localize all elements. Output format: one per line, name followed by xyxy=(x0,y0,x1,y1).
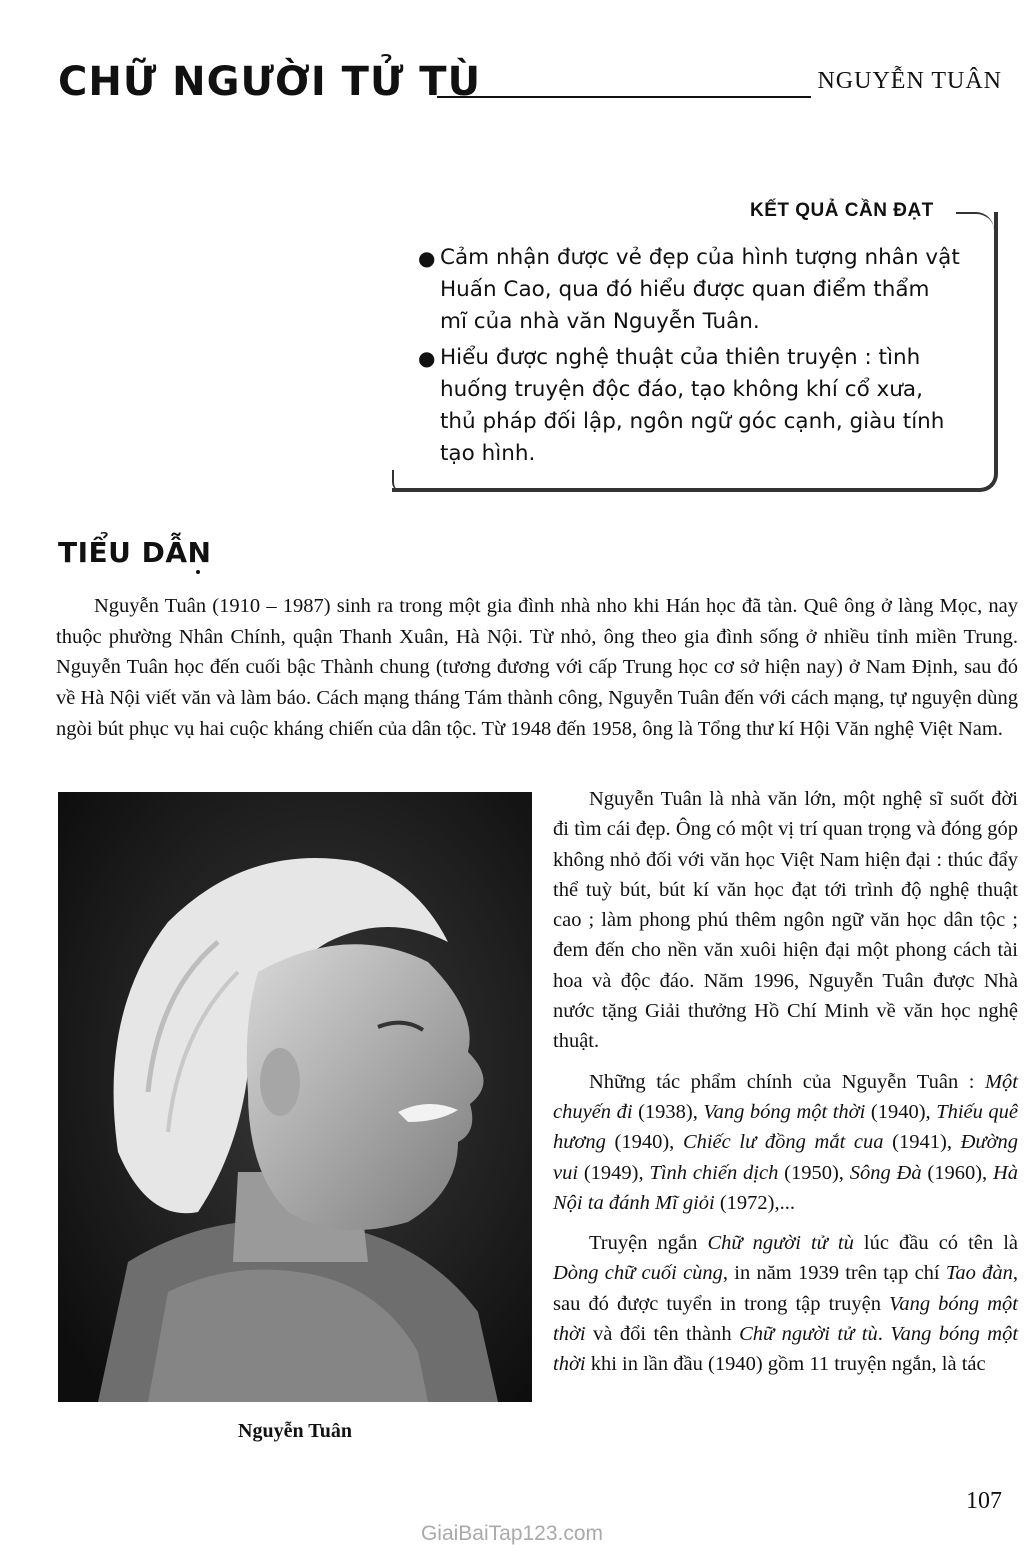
title-rule xyxy=(437,96,811,98)
work-year: (1949), xyxy=(578,1161,650,1184)
work-title: Hà Nội ta đánh Mĩ giỏi xyxy=(553,1161,1019,1214)
works-paragraph xyxy=(553,1067,1018,1218)
work-title: Vang bóng một thời xyxy=(703,1100,866,1123)
work-title: Sông Đà xyxy=(849,1161,922,1184)
watermark: GiaiBaiTap123.com xyxy=(420,1522,604,1545)
work-year: (1940), xyxy=(605,1131,683,1154)
work-year: (1938), xyxy=(632,1100,704,1123)
works-intro: Những tác phẩm chính của Nguyễn Tuân : xyxy=(589,1070,975,1093)
objectives-list xyxy=(416,242,961,474)
intro-paragraph: Nguyễn Tuân (1910 – 1987) sinh ra trong một gia đình nhà nho khi Hán học đã tàn. Quê ông ở làng Mọc, nay thuộc phường Nhân Chính, quận Thanh Xuân, Hà Nội. Từ nhỏ, ông theo gia đình sống ở nhiều tỉnh miền Trung. Nguyễn Tuân học đến cuối bậc Thành chung (tương đương với cấp Trung học cơ sở hiện nay) ở Nam Định, sau đó về Hà Nội viết văn và làm báo. Cách mạng tháng Tám thành công, Nguyễn Tuân đến với cách mạng, tự nguyện dùng ngòi bút phục vụ hai cuộc kháng chiến của dân tộc. Từ 1948 đến 1958, ông là Tổng thư kí Hội Văn nghệ Việt Nam. xyxy=(56,595,1018,740)
text-run: , in năm 1939 trên tạp chí xyxy=(722,1262,946,1285)
italic-title: Vang bóng một thời xyxy=(553,1323,1019,1376)
objective-item xyxy=(416,242,961,338)
right-column xyxy=(553,784,1018,1390)
italic-title: Chữ người tử tù xyxy=(739,1323,878,1346)
work-year: (1972),... xyxy=(714,1191,796,1214)
work-year: (1950), xyxy=(778,1161,850,1184)
objectives-heading: KẾT QUẢ CẦN ĐẠT xyxy=(750,200,934,221)
text-run: , sau đó được tuyển in trong tập truyện xyxy=(553,1262,1018,1315)
bullet-icon: ● xyxy=(418,246,436,270)
objective-item xyxy=(416,342,961,470)
dot-mark xyxy=(196,570,200,574)
work-year: (1940), xyxy=(865,1100,937,1123)
work-year: (1941), xyxy=(883,1131,961,1154)
text-run: . xyxy=(877,1323,891,1346)
text-run: khi in lần đầu (1940) gồm 11 truyện ngắn, là tác xyxy=(585,1353,986,1376)
author-name: NGUYỄN TUÂN xyxy=(817,68,1002,94)
text-run: lúc đầu có tên là xyxy=(853,1232,1018,1255)
italic-title: Chữ người tử tù xyxy=(707,1232,854,1255)
page-number: 107 xyxy=(966,1488,1002,1514)
objective-text: Cảm nhận được vẻ đẹp của hình tượng nhân vật Huấn Cao, qua đó hiểu được quan điểm thẩm mĩ của nhà văn Nguyễn Tuân. xyxy=(440,245,960,334)
italic-title: Tao đàn xyxy=(945,1262,1013,1285)
page-title: CHỮ NGƯỜI TỬ TÙ xyxy=(58,59,482,105)
work-title: Một chuyến đi xyxy=(553,1070,1018,1123)
work-year: (1960), xyxy=(921,1161,993,1184)
author-photo xyxy=(58,792,532,1402)
objective-text: Hiểu được nghệ thuật của thiên truyện : tình huống truyện độc đáo, tạo không khí cổ xưa, thủ pháp đối lập, ngôn ngữ góc cạnh, giàu tính tạo hình. xyxy=(440,345,945,466)
contribution-paragraph: Nguyễn Tuân là nhà văn lớn, một nghệ sĩ suốt đời đi tìm cái đẹp. Ông có một vị trí quan trọng và đóng góp không nhỏ đối với văn học Việt Nam hiện đại : thúc đẩy thể tuỳ bút, bút kí văn học đạt tới trình độ nghệ thuật cao ; làm phong phú thêm ngôn ngữ văn học dân tộc ; đem đến cho nền văn xuôi hiện đại một phong cách tài hoa và độc đáo. Năm 1996, Nguyễn Tuân được Nhà nước tặng Giải thưởng Hồ Chí Minh về văn học nghệ thuật. xyxy=(553,788,1018,1053)
italic-title: Vang bóng một thời xyxy=(553,1292,1018,1346)
work-title: Thiếu quê hương xyxy=(553,1100,1019,1154)
italic-title: Dòng chữ cuối cùng xyxy=(553,1262,723,1285)
work-title: Đường vui xyxy=(553,1131,1019,1184)
objectives-frame-foot xyxy=(392,470,414,492)
portrait-image xyxy=(58,792,532,1402)
section-heading: TIỂU DẪN xyxy=(58,536,212,569)
story-paragraph xyxy=(553,1228,1018,1379)
text-run: và đổi tên thành xyxy=(585,1323,740,1346)
bullet-icon: ● xyxy=(418,346,436,370)
work-title: Chiếc lư đồng mắt cua xyxy=(682,1131,884,1154)
work-title: Tình chiến dịch xyxy=(649,1161,779,1184)
photo-caption: Nguyễn Tuân xyxy=(238,1420,352,1442)
text-run: Truyện ngắn xyxy=(589,1232,708,1255)
